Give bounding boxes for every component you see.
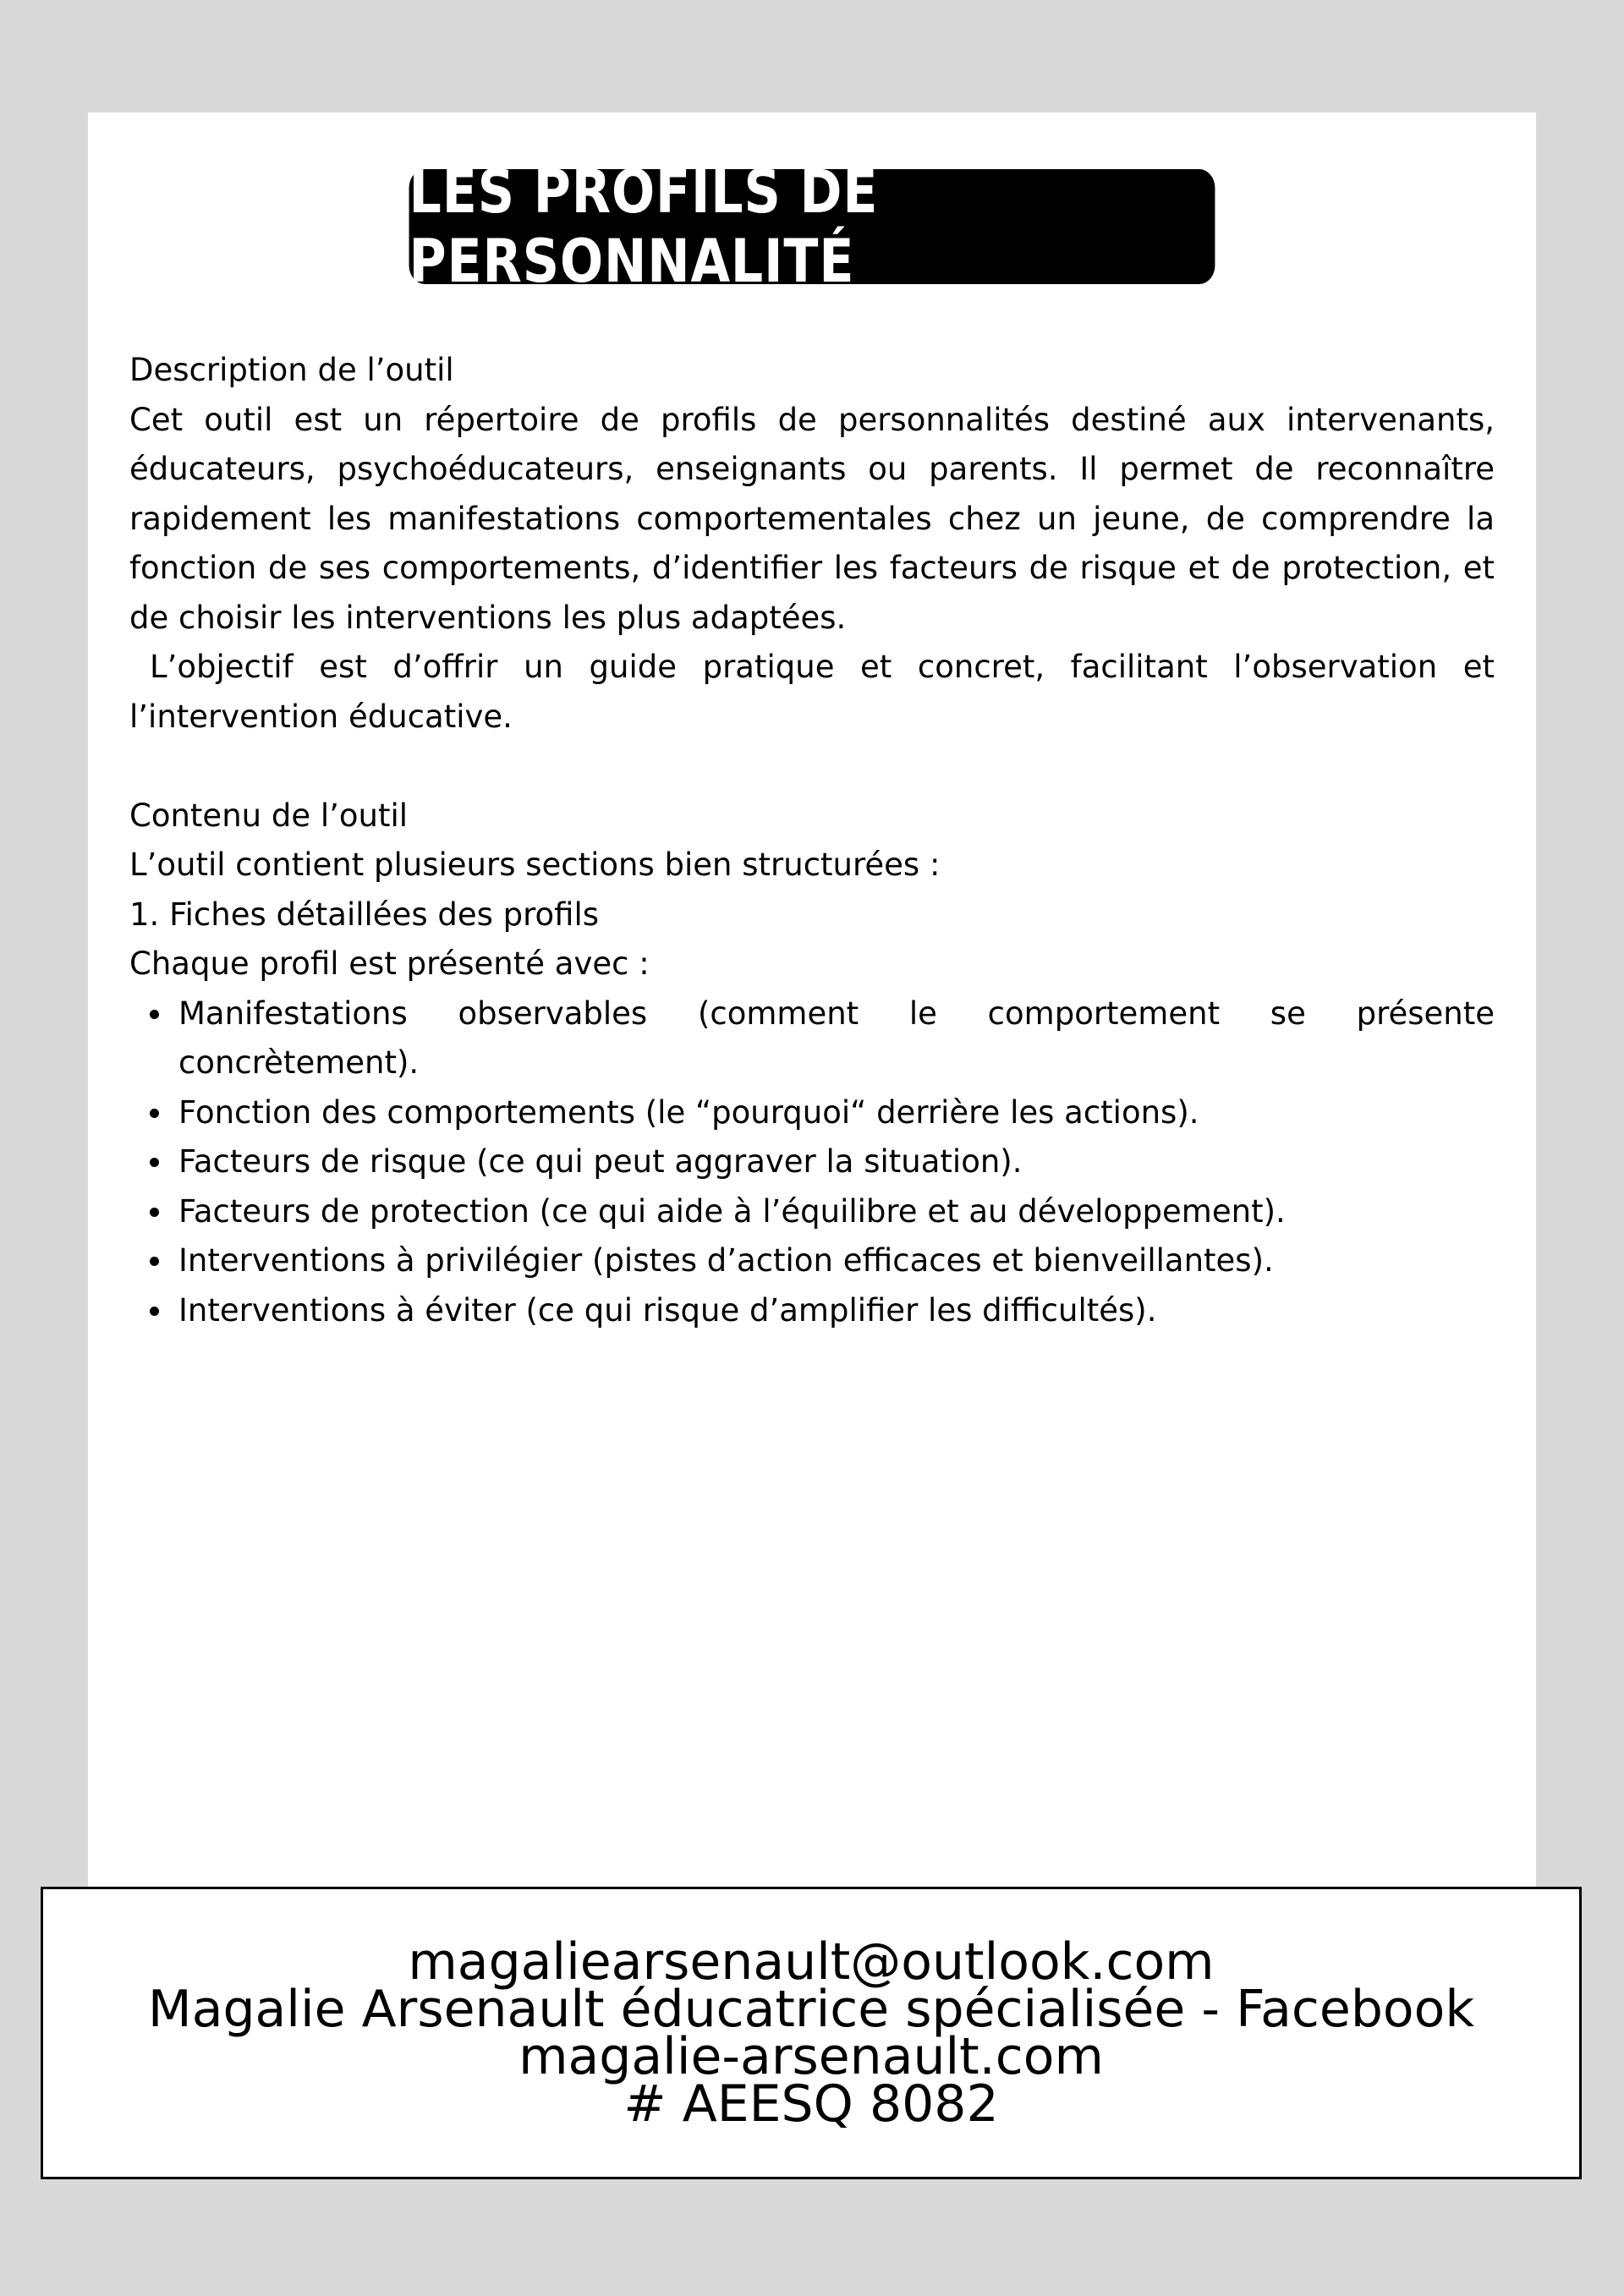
page-title: LES PROFILS DE PERSONNALITÉ bbox=[409, 169, 1215, 284]
membership-number: # AEESQ 8082 bbox=[623, 2074, 999, 2134]
bullet-icon bbox=[150, 1109, 159, 1118]
bullet-icon bbox=[150, 1208, 159, 1217]
content-heading: Contenu de l’outil bbox=[129, 797, 409, 834]
description-paragraph: Cet outil est un répertoire de profils de personnalités destiné aux intervenants, éducateurs, psychoéducateurs, enseignants ou parents. Il permet de reconnaître rapidement les manifestations comportementales chez un jeune, de comprendre la fonction de ses comportements, d’identifier les facteurs de risque et de protection, et de choisir les interventions les plus adaptées. bbox=[129, 401, 1495, 636]
document-sheet bbox=[88, 112, 1536, 1893]
list-item-text: Facteurs de protection (ce qui aide à l’équilibre et au développement). bbox=[178, 1192, 1286, 1230]
section-spacer bbox=[129, 742, 1495, 792]
contact-facebook[interactable]: Magalie Arsenault éducatrice spécialisée - Facebook bbox=[147, 1980, 1475, 2039]
content-intro: L’outil contient plusieurs sections bien structurées : bbox=[129, 847, 941, 883]
list-item bbox=[129, 1187, 1495, 1237]
contact-website[interactable]: magalie-arsenault.com bbox=[518, 2027, 1104, 2086]
list-item bbox=[129, 989, 1495, 1088]
contact-email[interactable]: magaliearsenault@outlook.com bbox=[408, 1932, 1215, 1992]
list-item-text: Interventions à éviter (ce qui risque d’amplifier les difficultés). bbox=[178, 1291, 1157, 1329]
list-item-text: Fonction des comportements (le “pourquoi“ derrière les actions). bbox=[178, 1093, 1199, 1131]
bullet-icon bbox=[150, 1307, 159, 1316]
section-title: 1. Fiches détaillées des profils bbox=[129, 896, 600, 933]
list-item-text: Manifestations observables (comment le comportement se présente concrètement). bbox=[178, 995, 1495, 1081]
list-item bbox=[129, 1236, 1495, 1286]
description-heading: Description de l’outil bbox=[129, 352, 454, 388]
list-item bbox=[129, 1286, 1495, 1336]
bullet-icon bbox=[150, 1257, 159, 1266]
list-item-text: Interventions à privilégier (pistes d’action efficaces et bienveillantes). bbox=[178, 1242, 1274, 1279]
section-intro: Chaque profil est présenté avec : bbox=[129, 945, 650, 982]
document-body bbox=[129, 346, 1495, 1335]
objective-paragraph: L’objectif est d’offrir un guide pratique et concret, facilitant l’observation et l’intervention éducative. bbox=[129, 649, 1495, 735]
list-item bbox=[129, 1088, 1495, 1138]
bullet-icon bbox=[150, 1010, 159, 1019]
list-item-text: Facteurs de risque (ce qui peut aggraver la situation). bbox=[178, 1143, 1023, 1180]
profile-elements-list bbox=[129, 989, 1495, 1336]
bullet-icon bbox=[150, 1158, 159, 1167]
list-item bbox=[129, 1137, 1495, 1187]
contact-box bbox=[41, 1887, 1582, 2179]
